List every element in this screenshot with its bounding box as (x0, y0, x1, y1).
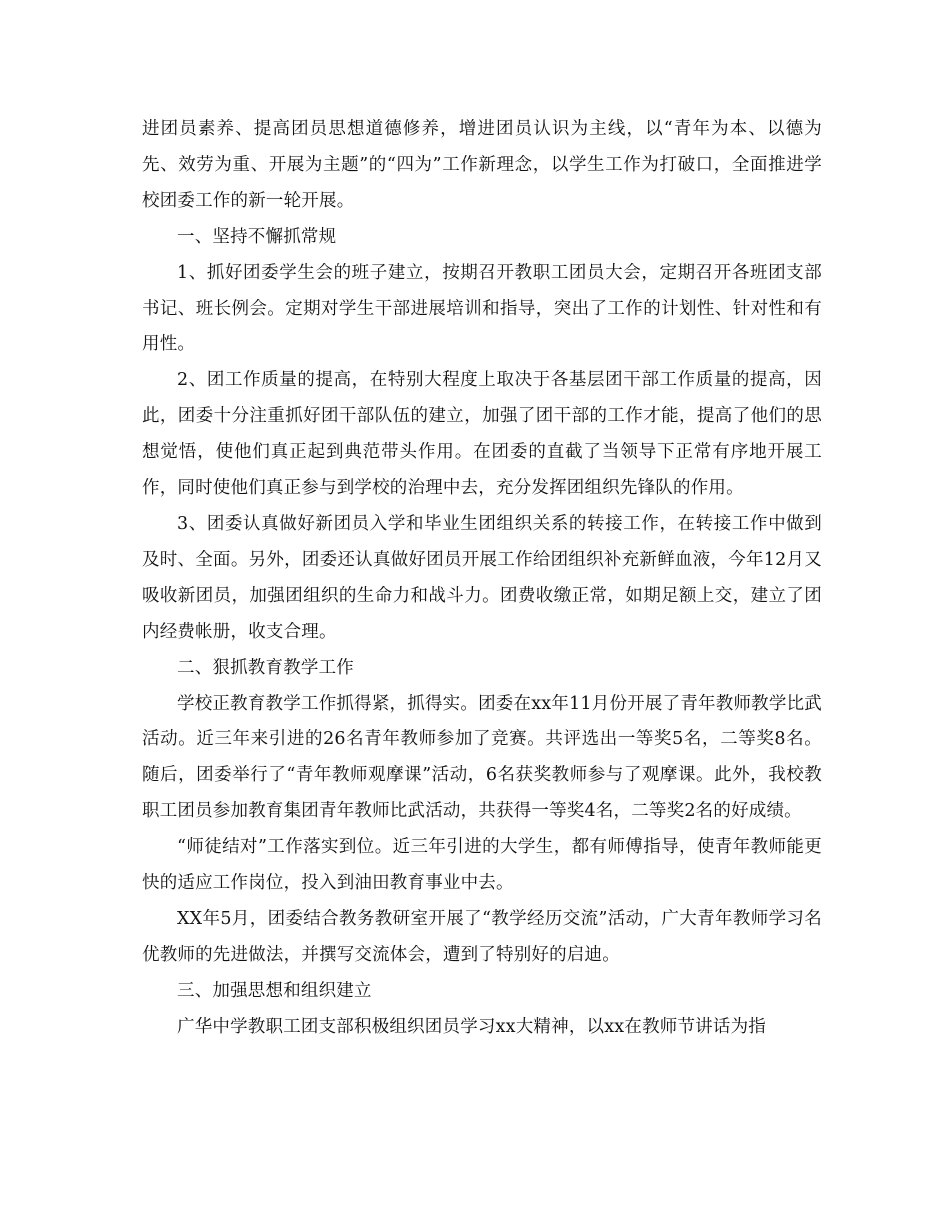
paragraph-item-3: 3、团委认真做好新团员入学和毕业生团组织关系的转接工作，在转接工作中做到及时、全面。另外，团委还认真做好团员开展工作给团组织补充新鲜血液，今年12月又吸收新团员，加强团组织的生命力和战斗力。团费收缴正常，如期足额上交，建立了团内经费帐册，收支合理。 (142, 513, 822, 642)
section-heading-2: 二、狠抓教育教学工作 (177, 657, 354, 678)
paragraph-teaching-competition: 学校正教育教学工作抓得紧，抓得实。团委在xx年11月份开展了青年教师教学比武活动。近三年来引进的26名青年教师参加了竞赛。共评选出一等奖5名，二等奖8名。随后，团委举行了“青年教师观摩课”活动，6名获奖教师参与了观摩课。此外，我校教职工团员参加教育集团青年教师比武活动，共获得一等奖4名，二等奖2名的好成绩。 (142, 693, 822, 822)
section-heading-3: 三、加强思想和组织建立 (177, 980, 372, 1001)
paragraph-experience-exchange: XX年5月，团委结合教务教研室开展了“教学经历交流”活动，广大青年教师学习名优教师的先进做法，并撰写交流体会，遭到了特别好的启迪。 (142, 908, 822, 965)
paragraph-study: 广华中学教职工团支部积极组织团员学习xx大精神，以xx在教师节讲话为指 (177, 1016, 766, 1037)
section-heading-1: 一、坚持不懈抓常规 (177, 226, 337, 247)
paragraph-item-2: 2、团工作质量的提高，在特别大程度上取决于各基层团干部工作质量的提高，因此，团委十分注重抓好团干部队伍的建立，加强了团干部的工作才能，提高了他们的思想觉悟，使他们真正起到典范带头作用。在团委的直截了当领导下正常有序地开展工作，同时使他们真正参与到学校的治理中去，充分发挥团组织先锋队的作用。 (142, 370, 822, 499)
paragraph-intro: 进团员素养、提高团员思想道德修养，增进团员认识为主线，以“青年为本、以德为先、效劳为重、开展为主题”的“四为”工作新理念，以学生工作为打破口，全面推进学校团委工作的新一轮开展。 (142, 119, 822, 211)
paragraph-mentorship: “师徒结对”工作落实到位。近三年引进的大学生，都有师傅指导，使青年教师能更快的适应工作岗位，投入到油田教育事业中去。 (142, 837, 822, 894)
document-page (142, 112, 822, 1046)
paragraph-item-1: 1、抓好团委学生会的班子建立，按期召开教职工团员大会，定期召开各班团支部书记、班长例会。定期对学生干部进展培训和指导，突出了工作的计划性、针对性和有用性。 (142, 262, 822, 355)
